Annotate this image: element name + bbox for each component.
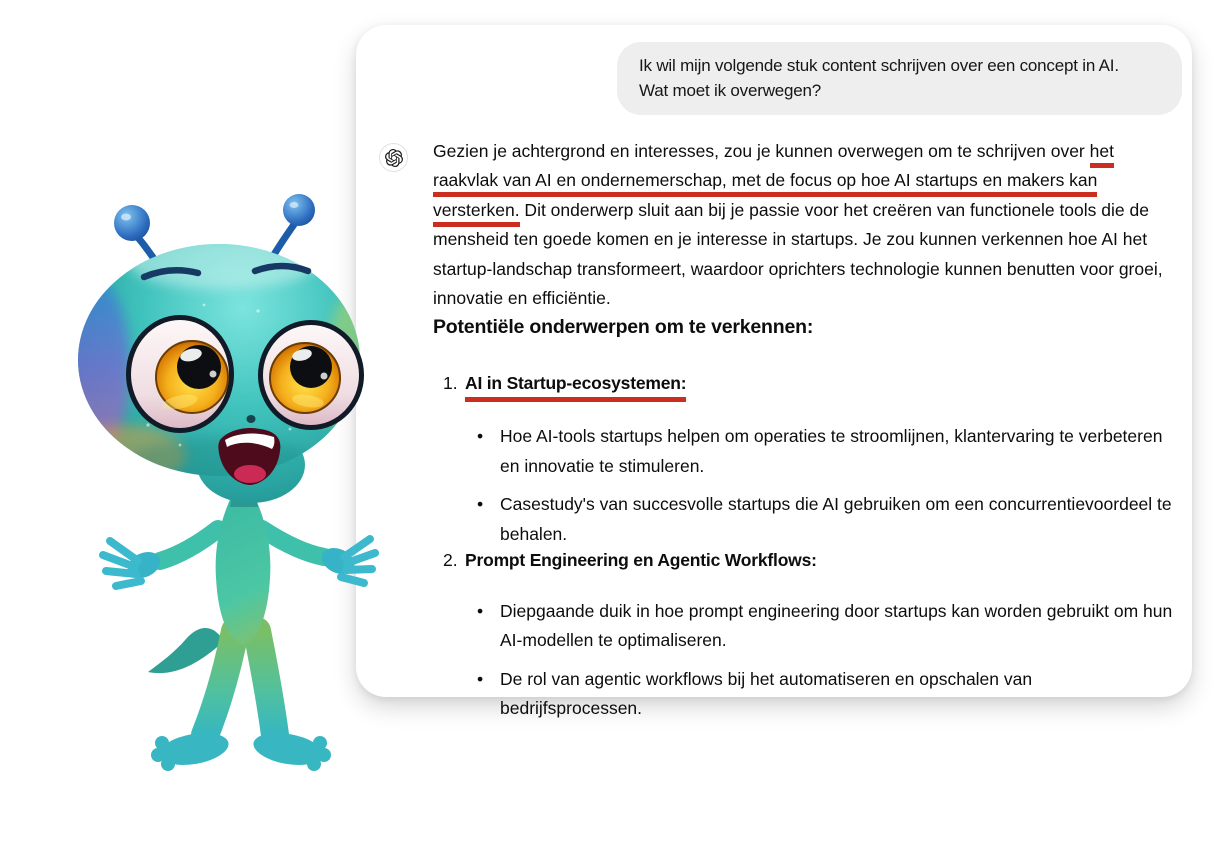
bullet-text: Hoe AI-tools startups helpen om operaties te stroomlijnen, klantervaring te verbeteren en innovatie te stimuleren. xyxy=(500,426,1163,476)
intro-text-segment: Gezien je achtergrond en interesses, zou je kunnen overwegen om te schrijven over xyxy=(433,141,1090,161)
bullet-item xyxy=(477,422,1178,481)
assistant-message xyxy=(433,137,1178,724)
topic-item-2 xyxy=(433,549,1178,724)
bullet-item xyxy=(477,597,1178,656)
topic-number: 2. xyxy=(443,550,458,571)
red-underline-annotation: het raakvlak van AI en ondernemerschap, met de focus op hoe AI startups en makers kan versterken. xyxy=(433,141,1114,227)
user-message-line: Wat moet ik overwegen? xyxy=(639,81,822,100)
assistant-intro-paragraph xyxy=(433,137,1178,313)
openai-logo-icon xyxy=(385,149,403,167)
bullet-text: Casestudy's van succesvolle startups die AI gebruiken om een concurrentievoordeel te behalen. xyxy=(500,494,1172,544)
topic-1-bullets xyxy=(477,422,1178,549)
topic-title: Prompt Engineering en Agentic Workflows: xyxy=(465,550,817,571)
assistant-avatar xyxy=(379,143,408,172)
topic-item-1 xyxy=(433,372,1178,549)
bullet-dot: • xyxy=(477,494,484,515)
bullet-dot: • xyxy=(477,601,484,622)
user-message-line: Ik wil mijn volgende stuk content schrijven over een concept in AI. xyxy=(639,56,1119,75)
bullet-dot: • xyxy=(477,668,484,689)
bullet-text: Diepgaande duik in hoe prompt engineering door startups kan worden gebruikt om hun AI-modellen te optimaliseren. xyxy=(500,601,1173,651)
user-message-bubble xyxy=(617,42,1182,115)
topic-title-underlined: AI in Startup-ecosystemen: xyxy=(465,372,686,402)
bullet-text: De rol van agentic workflows bij het automatiseren en opschalen van bedrijfsprocessen. xyxy=(500,668,1033,719)
chat-screenshot-card xyxy=(356,25,1192,719)
topics-heading: Potentiële onderwerpen om te verkennen: xyxy=(433,316,814,339)
bullet-item xyxy=(477,490,1178,549)
alien-mascot-illustration xyxy=(8,193,380,778)
topic-number: 1. xyxy=(443,373,458,394)
intro-text-segment: Dit onderwerp sluit aan bij je passie voor het creëren van functionele tools die de mensheid ten goede komen en je interesse in startups. Je zou kunnen verkennen hoe AI het startup-landschap transformeert, waardoor oprichters technologie kunnen benutten voor groei, innovatie en efficiëntie. xyxy=(433,199,1163,309)
bullet-item xyxy=(477,665,1178,724)
topic-2-bullets xyxy=(477,597,1178,724)
bullet-dot: • xyxy=(477,426,484,447)
